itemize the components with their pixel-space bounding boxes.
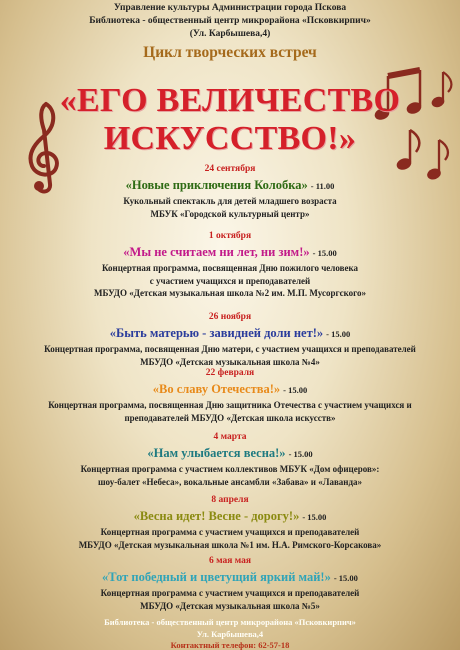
event-title: «Во славу Отечества!» bbox=[152, 382, 281, 396]
event-title: «Быть матерью - завидней доли нет!» bbox=[109, 326, 324, 340]
event-item bbox=[0, 367, 460, 424]
event-description-line: Кукольный спектакль для детей младшего возраста bbox=[123, 196, 337, 206]
footer bbox=[0, 617, 460, 650]
footer-library: Библиотека - общественный центр микрорайона «Псковкирпич» bbox=[104, 617, 356, 627]
event-title: «Новые приключения Колобка» bbox=[125, 178, 308, 192]
event-title-row bbox=[0, 176, 460, 195]
event-time: - 15.00 bbox=[283, 385, 308, 395]
footer-phone: Контактный телефон: 62-57-18 bbox=[170, 640, 290, 650]
event-item bbox=[0, 431, 460, 488]
header-address: (Ул. Карбышева,4) bbox=[189, 29, 271, 39]
event-description-line: с участием учащихся и преподавателей bbox=[149, 275, 311, 286]
event-description-line: Концертная программа, посвященная Дню защитника Отечества с участием учащихся и bbox=[48, 400, 412, 410]
event-title-row bbox=[0, 507, 460, 526]
event-date: 4 марта bbox=[213, 432, 247, 442]
event-description bbox=[0, 343, 460, 368]
event-title-row bbox=[0, 380, 460, 399]
event-description bbox=[0, 195, 460, 220]
event-item bbox=[0, 230, 460, 300]
event-item bbox=[0, 163, 460, 220]
event-time: - 15.00 bbox=[326, 329, 351, 339]
header-org: Управление культуры Администрации города Пскова bbox=[113, 3, 347, 13]
event-title-row bbox=[0, 324, 460, 343]
event-time: - 11.00 bbox=[310, 181, 335, 191]
event-description-line: Концертная программа, посвященная Дню матери, с участием учащихся и преподавателей bbox=[44, 344, 416, 354]
event-title: «Нам улыбается весна!» bbox=[147, 446, 286, 460]
event-date: 1 октября bbox=[208, 231, 252, 241]
cycle-title: Цикл творческих встреч bbox=[143, 44, 317, 61]
event-description-line: МБУДО «Детская музыкальная школа №2 им. М.П. Мусоргского» bbox=[93, 288, 367, 298]
event-description bbox=[0, 587, 460, 612]
event-description-line: Концертная программа, посвященная Дню пожилого человека bbox=[101, 263, 359, 273]
event-title-row bbox=[0, 568, 460, 587]
event-time: - 15.00 bbox=[302, 512, 327, 522]
event-title: «Тот победный и цветущий яркий май!» bbox=[102, 570, 331, 584]
event-time: - 15.00 bbox=[312, 248, 337, 258]
footer-address: Ул. Карбышева,4 bbox=[196, 628, 264, 639]
event-description bbox=[0, 526, 460, 551]
event-title-row bbox=[0, 444, 460, 463]
event-description-line: МБУДО «Детская музыкальная школа №1 им. Н.А. Римского-Корсакова» bbox=[78, 539, 382, 550]
event-title: «Мы не считаем ни лет, ни зим!» bbox=[123, 245, 310, 259]
event-time: - 15.00 bbox=[333, 573, 358, 583]
event-item bbox=[0, 555, 460, 612]
event-description bbox=[0, 399, 460, 424]
event-title: «Весна идет! Весне - дорогу!» bbox=[133, 509, 300, 523]
event-title-row bbox=[0, 243, 460, 262]
event-description-line: преподавателей МБУДО «Детская школа искусств» bbox=[124, 412, 336, 423]
event-item bbox=[0, 494, 460, 551]
event-date: 8 апреля bbox=[211, 495, 249, 505]
event-description bbox=[0, 463, 460, 488]
event-description-line: шоу-балет «Небеса», вокальные ансамбли «Забава» и «Лаванда» bbox=[97, 476, 363, 487]
event-date: 6 мая мая bbox=[208, 556, 252, 566]
main-title bbox=[0, 82, 460, 158]
event-description-line: МБУДО «Детская музыкальная школа №4» bbox=[140, 356, 320, 367]
main-title-line2: ИСКУССТВО!» bbox=[103, 120, 357, 157]
event-date: 22 февраля bbox=[205, 368, 255, 378]
event-description-line: МБУДО «Детская музыкальная школа №5» bbox=[140, 600, 320, 611]
event-description-line: Концертная программа с участием учащихся и преподавателей bbox=[100, 588, 360, 598]
event-description-line: МБУК «Городской культурный центр» bbox=[150, 208, 310, 219]
event-date: 24 сентября bbox=[204, 164, 256, 174]
event-time: - 15.00 bbox=[288, 449, 313, 459]
event-item bbox=[0, 311, 460, 368]
header bbox=[0, 2, 460, 41]
event-date: 26 ноября bbox=[208, 312, 252, 322]
event-description-line: Концертная программа с участием учащихся и преподавателей bbox=[100, 527, 360, 537]
header-library: Библиотека - общественный центр микрорайона «Псковкирпич» bbox=[89, 16, 371, 26]
event-description-line: Концертная программа с участием коллективов МБУК «Дом офицеров»: bbox=[80, 464, 380, 474]
main-title-line1: «ЕГО ВЕЛИЧЕСТВО bbox=[59, 82, 401, 119]
event-description bbox=[0, 262, 460, 300]
